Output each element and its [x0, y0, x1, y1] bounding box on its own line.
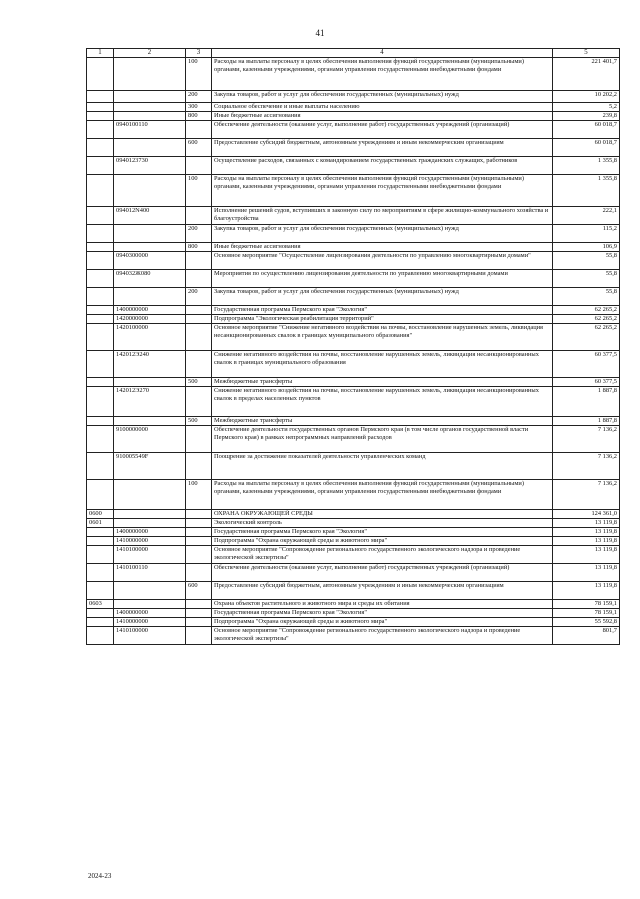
cell-c1: [87, 324, 114, 351]
cell-c5: 55,8: [553, 288, 620, 306]
cell-c1: [87, 582, 114, 600]
cell-c5: 60 018,7: [553, 121, 620, 139]
cell-c1: [87, 121, 114, 139]
table-row: [87, 306, 620, 315]
table-row: [87, 546, 620, 564]
cell-c2: 094032Ж080: [114, 270, 186, 288]
cell-c5: 60 377,5: [553, 351, 620, 378]
cell-c5: 13 119,8: [553, 528, 620, 537]
table-row: [87, 207, 620, 225]
cell-c2: [114, 582, 186, 600]
cell-c5: 7 136,2: [553, 480, 620, 510]
budget-table: [86, 48, 620, 645]
cell-c2: 1420100000: [114, 324, 186, 351]
cell-c4: Обеспечение деятельности (оказание услуг, выполнение работ) государственных учреждений (организаций): [212, 564, 553, 582]
cell-c5: 13 119,8: [553, 564, 620, 582]
cell-c1: [87, 225, 114, 243]
cell-c3: 100: [186, 58, 212, 91]
cell-c4: Предоставление субсидий бюджетным, автономным учреждениям и иным некоммерческим организациям: [212, 582, 553, 600]
cell-c1: [87, 546, 114, 564]
cell-c2: [114, 103, 186, 112]
cell-c3: [186, 157, 212, 175]
cell-c5: 5,2: [553, 103, 620, 112]
cell-c4: Расходы на выплаты персоналу в целях обеспечения выполнения функций государственными (муниципальными) органами, казенными учреждениями, органами управления государственными внебюджетными фондами: [212, 58, 553, 91]
cell-c5: 222,1: [553, 207, 620, 225]
cell-c3: [186, 121, 212, 139]
cell-c1: [87, 627, 114, 645]
cell-c3: 100: [186, 175, 212, 207]
cell-c1: [87, 243, 114, 252]
cell-c3: 500: [186, 417, 212, 426]
table-row: [87, 453, 620, 480]
table-row: [87, 112, 620, 121]
cell-c1: [87, 288, 114, 306]
cell-c5: 7 136,2: [553, 426, 620, 453]
cell-c3: [186, 453, 212, 480]
cell-c5: 55,8: [553, 252, 620, 270]
cell-c4: Подпрограмма "Экологическая реабилитация территорий": [212, 315, 553, 324]
cell-c4: Основное мероприятие "Сопровождение регионального государственного экологического надзора и проведение экологической экспертизы": [212, 546, 553, 564]
cell-c1: [87, 351, 114, 378]
cell-c4: Обеспечение деятельности (оказание услуг, выполнение работ) государственных учреждений (организаций): [212, 121, 553, 139]
cell-c1: [87, 426, 114, 453]
cell-c3: 300: [186, 103, 212, 112]
table-row: [87, 627, 620, 645]
cell-c5: 239,8: [553, 112, 620, 121]
table-row: [87, 157, 620, 175]
cell-c2: [114, 139, 186, 157]
cell-c5: 62 265,2: [553, 315, 620, 324]
cell-c1: [87, 378, 114, 387]
cell-c5: 55 592,8: [553, 618, 620, 627]
cell-c4: ОХРАНА ОКРУЖАЮЩЕЙ СРЕДЫ: [212, 510, 553, 519]
cell-c3: [186, 618, 212, 627]
table-row: [87, 121, 620, 139]
cell-c1: [87, 528, 114, 537]
cell-c2: [114, 600, 186, 609]
cell-c5: 78 159,1: [553, 609, 620, 618]
table-row: [87, 270, 620, 288]
cell-c3: [186, 627, 212, 645]
cell-c4: Предоставление субсидий бюджетным, автономным учреждениям и иным некоммерческим организациям: [212, 139, 553, 157]
cell-c2: 0940123730: [114, 157, 186, 175]
cell-c3: [186, 426, 212, 453]
cell-c5: 78 159,1: [553, 600, 620, 609]
header-col-4: 4: [212, 49, 553, 58]
cell-c5: 13 119,8: [553, 537, 620, 546]
cell-c4: Исполнение решений судов, вступивших в законную силу по мероприятиям в сфере жилищно-коммунального хозяйства и благоустройства: [212, 207, 553, 225]
table-row: [87, 175, 620, 207]
table-row: [87, 103, 620, 112]
header-col-5: 5: [553, 49, 620, 58]
cell-c4: Поощрение за достижение показателей деятельности управленческих команд: [212, 453, 553, 480]
cell-c2: 1400000000: [114, 306, 186, 315]
cell-c5: 60 377,5: [553, 378, 620, 387]
cell-c1: [87, 618, 114, 627]
cell-c2: 1410000000: [114, 537, 186, 546]
table-row: [87, 387, 620, 417]
cell-c5: 1 887,8: [553, 417, 620, 426]
cell-c5: 1 355,8: [553, 157, 620, 175]
cell-c2: [114, 510, 186, 519]
cell-c2: [114, 58, 186, 91]
cell-c3: [186, 510, 212, 519]
cell-c1: [87, 480, 114, 510]
cell-c5: 7 136,2: [553, 453, 620, 480]
header-col-1: 1: [87, 49, 114, 58]
cell-c3: [186, 324, 212, 351]
cell-c3: 200: [186, 225, 212, 243]
cell-c1: [87, 112, 114, 121]
table-row: [87, 315, 620, 324]
cell-c1: [87, 175, 114, 207]
cell-c1: [87, 564, 114, 582]
cell-c4: Социальное обеспечение и иные выплаты населению: [212, 103, 553, 112]
table-row: [87, 528, 620, 537]
cell-c4: Закупка товаров, работ и услуг для обеспечения государственных (муниципальных) нужд: [212, 288, 553, 306]
cell-c4: Расходы на выплаты персоналу в целях обеспечения выполнения функций государственными (муниципальными) органами, казенными учреждениями, органами управления государственными внебюджетными фондами: [212, 480, 553, 510]
cell-c1: 0603: [87, 600, 114, 609]
cell-c5: 13 119,8: [553, 582, 620, 600]
table-row: [87, 378, 620, 387]
table-row: [87, 288, 620, 306]
cell-c5: 801,7: [553, 627, 620, 645]
table-row: [87, 519, 620, 528]
cell-c3: 100: [186, 480, 212, 510]
cell-c3: 200: [186, 288, 212, 306]
cell-c2: [114, 519, 186, 528]
header-col-2: 2: [114, 49, 186, 58]
cell-c1: 0601: [87, 519, 114, 528]
cell-c5: 115,2: [553, 225, 620, 243]
cell-c3: 500: [186, 378, 212, 387]
cell-c4: Осуществление расходов, связанных с командированием государственных гражданских служащих, работников: [212, 157, 553, 175]
cell-c3: 800: [186, 243, 212, 252]
cell-c4: Межбюджетные трансферты: [212, 378, 553, 387]
table-row: [87, 564, 620, 582]
cell-c1: [87, 157, 114, 175]
cell-c2: 1410100000: [114, 627, 186, 645]
table-row: [87, 582, 620, 600]
cell-c2: 1400000000: [114, 609, 186, 618]
cell-c4: Основное мероприятие "Снижение негативного воздействия на почвы, восстановление нарушенных земель, ликвидация несанкционированных свалок в границах муниципального образования": [212, 324, 553, 351]
cell-c2: 1420000000: [114, 315, 186, 324]
cell-c4: Снижение негативного воздействия на почвы, восстановление нарушенных земель, ликвидация несанкционированных свалок в границах муниципального образования: [212, 351, 553, 378]
cell-c2: [114, 243, 186, 252]
cell-c1: [87, 453, 114, 480]
cell-c2: 0940100110: [114, 121, 186, 139]
cell-c1: [87, 306, 114, 315]
cell-c3: [186, 306, 212, 315]
table-row: [87, 252, 620, 270]
cell-c1: [87, 58, 114, 91]
cell-c4: Межбюджетные трансферты: [212, 417, 553, 426]
cell-c3: [186, 609, 212, 618]
cell-c2: [114, 288, 186, 306]
cell-c2: 9100000000: [114, 426, 186, 453]
cell-c4: Обеспечение деятельности государственных органов Пермского края (в том числе органов государственной власти Пермского края) в рамках непрограммных направлений расходов: [212, 426, 553, 453]
cell-c4: Иные бюджетные ассигнования: [212, 112, 553, 121]
table-row: [87, 91, 620, 103]
cell-c5: 1 355,8: [553, 175, 620, 207]
cell-c4: Государственная программа Пермского края "Экология": [212, 306, 553, 315]
cell-c4: Подпрограмма "Охрана окружающей среды и животного мира": [212, 537, 553, 546]
cell-c4: Снижение негативного воздействия на почвы, восстановление нарушенных земель, ликвидация несанкционированных свалок в пределах населенных пунктов: [212, 387, 553, 417]
cell-c2: [114, 480, 186, 510]
cell-c1: [87, 103, 114, 112]
cell-c4: Экологический контроль: [212, 519, 553, 528]
cell-c5: 55,8: [553, 270, 620, 288]
cell-c2: 1410000000: [114, 618, 186, 627]
cell-c5: 60 018,7: [553, 139, 620, 157]
cell-c4: Мероприятия по осуществлению лицензирования деятельности по управлению многоквартирными домами: [212, 270, 553, 288]
cell-c5: 62 265,2: [553, 324, 620, 351]
cell-c2: [114, 378, 186, 387]
cell-c2: 1400000000: [114, 528, 186, 537]
cell-c4: Иные бюджетные ассигнования: [212, 243, 553, 252]
cell-c2: [114, 91, 186, 103]
table-row: [87, 417, 620, 426]
table-row: [87, 324, 620, 351]
cell-c2: 094012N400: [114, 207, 186, 225]
cell-c4: Основное мероприятие "Сопровождение регионального государственного экологического надзора и проведение экологической экспертизы": [212, 627, 553, 645]
cell-c3: [186, 252, 212, 270]
cell-c1: [87, 91, 114, 103]
cell-c2: 142012Э270: [114, 387, 186, 417]
table-row: [87, 58, 620, 91]
cell-c3: [186, 564, 212, 582]
cell-c4: Закупка товаров, работ и услуг для обеспечения государственных (муниципальных) нужд: [212, 91, 553, 103]
cell-c4: Государственная программа Пермского края "Экология": [212, 528, 553, 537]
cell-c4: Государственная программа Пермского края "Экология": [212, 609, 553, 618]
footer-code: 2024-23: [88, 872, 112, 880]
cell-c1: [87, 270, 114, 288]
cell-c2: 910005549F: [114, 453, 186, 480]
cell-c1: 0600: [87, 510, 114, 519]
cell-c1: [87, 537, 114, 546]
cell-c3: [186, 546, 212, 564]
table-row: [87, 609, 620, 618]
cell-c5: 13 119,8: [553, 519, 620, 528]
cell-c1: [87, 387, 114, 417]
cell-c3: [186, 270, 212, 288]
cell-c1: [87, 252, 114, 270]
cell-c3: 200: [186, 91, 212, 103]
table-row: [87, 225, 620, 243]
cell-c4: Основное мероприятие "Осуществление лицензирования деятельности по управлению многоквартирными домами": [212, 252, 553, 270]
header-col-3: 3: [186, 49, 212, 58]
table-row: [87, 510, 620, 519]
cell-c1: [87, 139, 114, 157]
cell-c4: Охрана объектов растительного и животного мира и среды их обитания: [212, 600, 553, 609]
cell-c1: [87, 315, 114, 324]
table-row: [87, 351, 620, 378]
table-row: [87, 243, 620, 252]
cell-c2: [114, 225, 186, 243]
cell-c5: 10 202,2: [553, 91, 620, 103]
cell-c3: [186, 537, 212, 546]
cell-c3: 600: [186, 139, 212, 157]
table-row: [87, 426, 620, 453]
header-row: [87, 49, 620, 58]
cell-c1: [87, 207, 114, 225]
cell-c5: 13 119,8: [553, 546, 620, 564]
cell-c5: 221 401,7: [553, 58, 620, 91]
cell-c1: [87, 417, 114, 426]
cell-c1: [87, 609, 114, 618]
cell-c5: 124 361,0: [553, 510, 620, 519]
cell-c3: [186, 351, 212, 378]
cell-c3: [186, 207, 212, 225]
table-row: [87, 600, 620, 609]
cell-c5: 1 887,8: [553, 387, 620, 417]
cell-c4: Расходы на выплаты персоналу в целях обеспечения выполнения функций государственными (муниципальными) органами, казенными учреждениями, органами управления государственными внебюджетными фондами: [212, 175, 553, 207]
cell-c3: [186, 600, 212, 609]
cell-c3: [186, 315, 212, 324]
cell-c5: 62 265,2: [553, 306, 620, 315]
cell-c2: 0940300000: [114, 252, 186, 270]
cell-c4: Подпрограмма "Охрана окружающей среды и животного мира": [212, 618, 553, 627]
cell-c4: Закупка товаров, работ и услуг для обеспечения государственных (муниципальных) нужд: [212, 225, 553, 243]
table-row: [87, 480, 620, 510]
cell-c2: [114, 112, 186, 121]
cell-c2: [114, 417, 186, 426]
table-row: [87, 139, 620, 157]
table-row: [87, 618, 620, 627]
cell-c2: 1410100110: [114, 564, 186, 582]
cell-c2: 1410100000: [114, 546, 186, 564]
cell-c3: 600: [186, 582, 212, 600]
table-row: [87, 537, 620, 546]
cell-c3: [186, 387, 212, 417]
cell-c3: [186, 519, 212, 528]
page-number: 41: [315, 28, 325, 38]
cell-c5: 106,9: [553, 243, 620, 252]
cell-c2: 142012Э240: [114, 351, 186, 378]
cell-c2: [114, 175, 186, 207]
cell-c3: 800: [186, 112, 212, 121]
cell-c3: [186, 528, 212, 537]
